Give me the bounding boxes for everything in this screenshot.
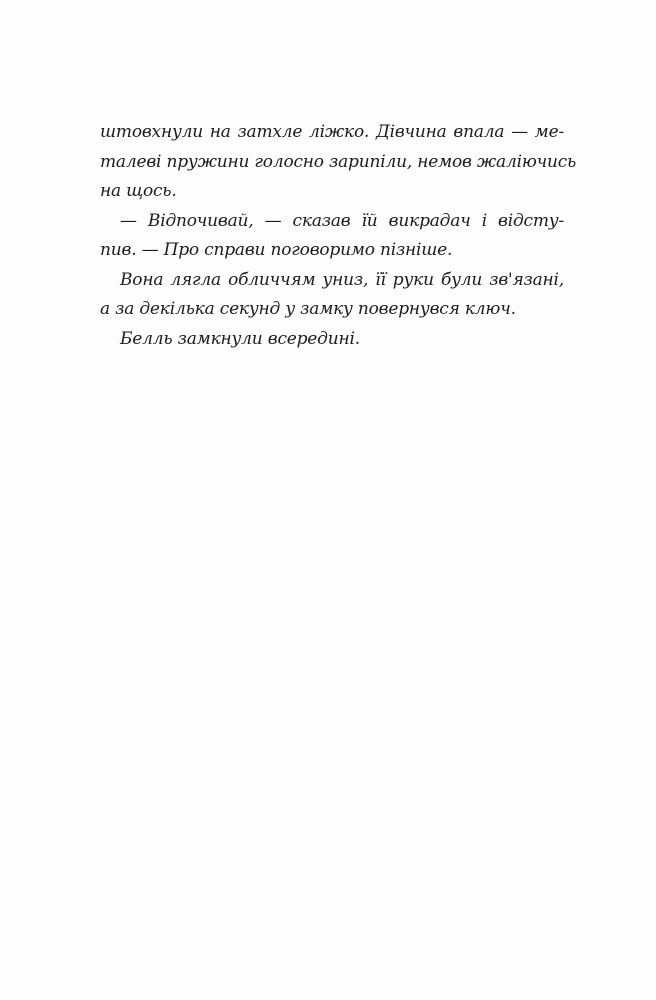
text-line: а за декілька секунд у замку повернувся ключ. <box>100 299 516 319</box>
book-page-text <box>100 118 577 354</box>
text-line: Вона лягла обличчям униз, її руки були зв'язані, <box>120 269 564 290</box>
text-line: Белль замкнули всередині. <box>120 328 360 349</box>
text-line: талеві пружини голосно зарипіли, немов жаліючись <box>100 151 577 172</box>
text-line: пив. — Про справи поговоримо пізніше. <box>100 240 453 260</box>
text-line: на щось. <box>100 181 177 201</box>
text-line: — Відпочивай, — сказав їй викрадач і відсту- <box>120 210 564 231</box>
text-line: штовхнули на затхле ліжко. Дівчина впала — ме- <box>100 122 564 142</box>
